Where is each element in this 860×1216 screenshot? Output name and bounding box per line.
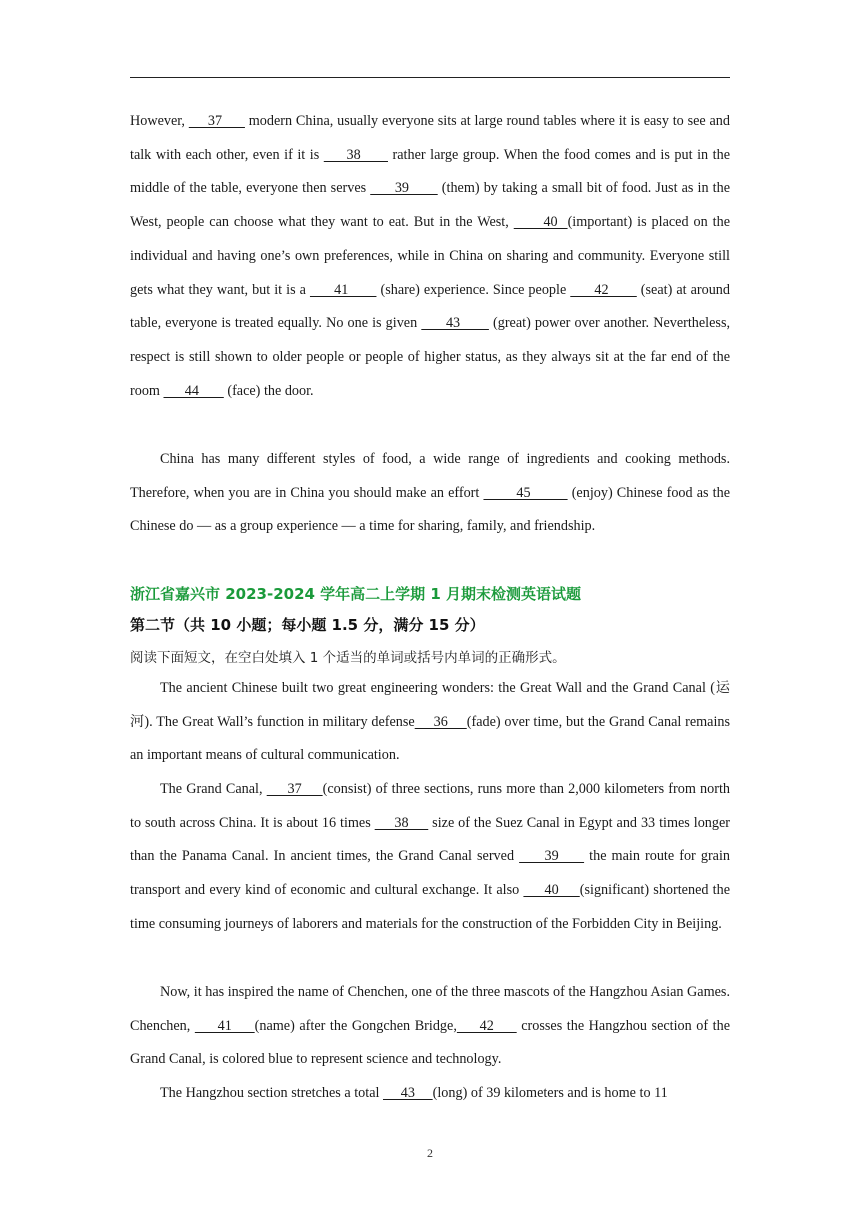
blank-40: 40	[513, 214, 568, 231]
header-rule	[130, 77, 730, 78]
blank-37: 37	[266, 781, 323, 797]
text: Now, it has inspired the name of Chenchen, one of the three mascots of the Hangzhou Asian Games. Chenchen,	[130, 984, 730, 1034]
page-number: 2	[427, 1146, 433, 1160]
text: However,	[130, 113, 189, 129]
text: size of the Suez Canal in Egypt and 33 times longer than the Panama Canal. In ancient times, the Grand Canal served	[130, 814, 731, 865]
blank-43: 43	[382, 1085, 433, 1101]
section-title: 浙江省嘉兴市 2023-2024 学年高二上学期 1 月期末检测英语试题	[130, 585, 582, 603]
blank-43: 43	[421, 315, 489, 332]
text: the main route for grain transport and every kind of economic and cultural exchange. It also	[130, 848, 731, 899]
text: (significant) shortened the time consuming journeys of laborers and materials for the construction of the Forbidden City in Beijing.	[130, 882, 731, 932]
text: (share) experience. Since people	[376, 281, 571, 298]
text: China has many different styles of food, a wide range of ingredients and cooking methods. Therefore, when you are in China you should make an effort	[130, 451, 730, 501]
text: (them) by taking a small bit of food. Just as in the West, people can choose what they want to eat. But in the West,	[130, 180, 730, 231]
passage-1-paragraph-1	[130, 105, 730, 408]
text: (long) of 39 kilometers and is home to 11	[432, 1085, 668, 1101]
text: (consist) of three sections, runs more than 2,000 kilometers from north to south across China. It is about 16 times	[130, 781, 731, 831]
text: (face) the door.	[223, 382, 314, 399]
blank-45: 45	[483, 484, 568, 501]
text: (seat) at around table, everyone is treated equally. No one is given	[130, 281, 730, 332]
text: The ancient Chinese built two great engineering wonders: the Great Wall and the Grand Canal (运河). The Great Wall’s function in military defense	[130, 680, 730, 730]
blank-36: 36	[414, 713, 467, 730]
blank-40: 40	[523, 882, 580, 899]
text: (fade) over time, but the Grand Canal remains an important means of cultural communication.	[130, 713, 730, 764]
passage-2-paragraph-3	[130, 976, 730, 1077]
text: modern China, usually everyone sits at large round tables where it is easy to see and talk with each other, even if it is	[130, 113, 730, 163]
blank-39: 39	[519, 848, 585, 865]
passage-2-paragraph-2	[130, 773, 730, 942]
blank-38: 38	[374, 814, 429, 831]
blank-41: 41	[194, 1017, 255, 1034]
passage-2-paragraph-1	[130, 672, 730, 773]
blank-42: 42	[456, 1017, 517, 1034]
passage-1-paragraph-2	[130, 443, 730, 544]
passage-2-paragraph-4	[130, 1077, 730, 1111]
text: (great) power over another. Nevertheless, respect is still shown to older people or people of higher status, as they always sit at the far end of the room	[130, 315, 731, 399]
blank-42: 42	[570, 281, 637, 298]
blank-37: 37	[188, 113, 245, 129]
text: (name) after the Gongchen Bridge,	[254, 1017, 457, 1034]
blank-39: 39	[370, 180, 438, 197]
blank-44: 44	[163, 382, 224, 399]
section-subtitle: 第二节（共 10 小题；每小题 1.5 分，满分 15 分）	[130, 616, 485, 634]
section-instruction: 阅读下面短文，在空白处填入 1 个适当的单词或括号内单词的正确形式。	[130, 650, 566, 666]
text: The Hangzhou section stretches a total	[160, 1085, 383, 1101]
blank-41: 41	[309, 281, 377, 298]
blank-38: 38	[323, 146, 388, 163]
text: (enjoy) Chinese food as the Chinese do — as a group experience — a time for sharing, family, and friendship.	[130, 484, 730, 535]
text: crosses the Hangzhou section of the Grand Canal, is colored blue to represent science and technology.	[130, 1017, 731, 1068]
text: rather large group. When the food comes and is put in the middle of the table, everyone then serves	[130, 146, 731, 197]
text: (important) is placed on the individual and having one’s own preferences, while in China on sharing and community. Everyone still gets what they want, but it is a	[130, 214, 730, 298]
text: The Grand Canal,	[160, 781, 267, 797]
